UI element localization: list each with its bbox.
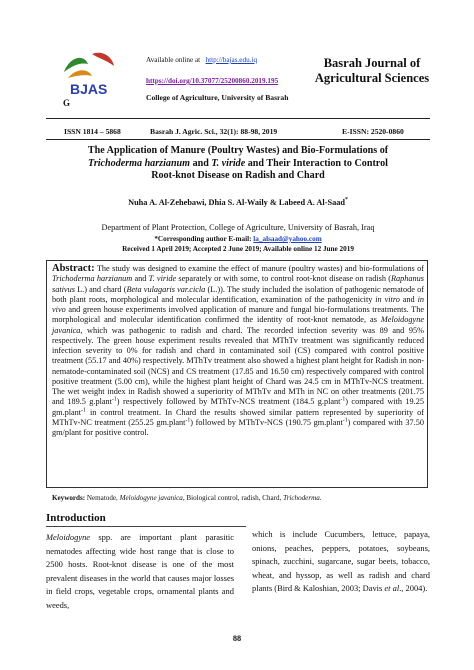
corresponding-author: *Corresponding author E-mail: la_alsaad@yahoo.com — [154, 235, 322, 243]
logo-text: BJAS — [70, 81, 108, 97]
abstract-text: Abstract: The study was designed to examine the effect of manure (poultry wastes) and bio-formulations of Trichoderma harzianum and T. viride separately or with some, to control root-knot disease on radish (Raphanus sativus L.) and chard (Beta vulagaris var.cicla (L.)). The study included the isolation of pathogenic nematode of both plant roots, morphological and molecular identification, examination of the pathogenicity in vitro and in vivo and green house experiments involved application of manure and fungal bio-formulations treatments. The morphological and molecular identification confirmed the identity of root-knot nematode, as Meloidogyne javanica, which was pathogenic to radish and chard. The recorded infection severity was 89 and 95% respectively. The green house experiment results revealed that MThTv treatment was significantly reduced infection severity to 0% for radish and chard in contaminated soil (CS) compared with control positive treatment (55.17 and 40%) respectively. MThTv treatment also showed a highest plant height for Radish in non-nematode-contaminated soil (NCS) and CS treatment (17.85 and 16.50 cm) respectively compared with control positive treatment (5.00 cm), while the highest plant height of Chard was 24.5 cm in MThTv-NCS treatment. The wet weight index in Radish showed a superiority of MThTv and MTh in NC on other treatments (201.75 and 189.5 g.plant$^{-1}$) respectively followed by MThTv-NCS treatment (184.5 g.plant$^{-1}$) compared with 19.25 gm.plant$^{-1}$ in control treatment. In Chard the results showed similar pattern represented by superiority of MThTv-NC treatment (255.25 gm.plant$^{-1}$) followed by MThTv-NCS (190.75 gm.plant$^{-1}$) compared with 37.50 gm/plant for positive control. — [52, 263, 424, 437]
journal-url-link[interactable]: http://bajas.edu.iq — [205, 56, 258, 64]
availability-line — [146, 56, 257, 64]
issn: ISSN 1814 – 5868 — [64, 127, 121, 136]
journal-name: Basrah Journal of Agricultural Sciences — [314, 56, 430, 85]
abstract-heading: Abstract: — [52, 263, 95, 274]
available-prefix: Available online at — [146, 56, 201, 64]
doi-line — [146, 77, 278, 85]
introduction-left-column: Meloidogyne spp. are important plant parasitic nematodes affecting wide host range that is close to 2500 hosts. Root-knot disease is one of the most prevalent diseases in the world that causes major losses in field crops, vegetable crops, ornamental plants and weeds, — [46, 532, 234, 610]
leaf-icon — [64, 53, 114, 78]
authors: Nuha A. Al-Zehebawi, Dhia S. Al-Waily & Labeed A. Al-Saad* — [128, 197, 348, 207]
keywords: Keywords: Nematode, Meloidogyne javanica, Biological control, radish, Chard, Trichoderma. — [52, 494, 322, 502]
eissn: E-ISSN: 2520-0860 — [342, 127, 404, 136]
introduction-heading: Introduction — [46, 512, 106, 524]
corresponding-email-link[interactable]: la_alsaad@yahoo.com — [253, 235, 322, 243]
affiliation: Department of Plant Protection, College of Agriculture, University of Basrah, Iraq — [101, 223, 375, 232]
header-rule-top — [46, 118, 430, 119]
logo-mark: G — [63, 98, 71, 108]
introduction-rule — [46, 526, 246, 527]
citation: Basrah J. Agric. Sci., 32(1): 88-98, 2019 — [150, 127, 278, 136]
article-title: The Application of Manure (Poultry Wastes) and Bio-Formulations of Trichoderma harzianum and T. viride and Their Interaction to Control Root-knot Disease on Radish and Chard — [87, 145, 389, 182]
received-dates: Received 1 April 2019; Accepted 2 June 2019; Available online 12 June 2019 — [122, 245, 354, 253]
doi-link[interactable]: https://doi.org/10.37077/25200860.2019.195 — [146, 77, 279, 85]
page-number: 88 — [232, 634, 242, 643]
header-rule-bottom — [46, 139, 430, 140]
introduction-right-column: which is include Cucumbers, lettuce, papaya, onions, peaches, peppers, potatoes, soybeans, spinach, zucchini, sugarcane, sugar beets, tobacco, wheat, and hyssop, as well as radish and chard plants (Bird & Kaloshian, 2003; Davis et al., 2004). — [252, 529, 430, 594]
college-line: College of Agriculture, University of Basrah — [146, 93, 289, 102]
